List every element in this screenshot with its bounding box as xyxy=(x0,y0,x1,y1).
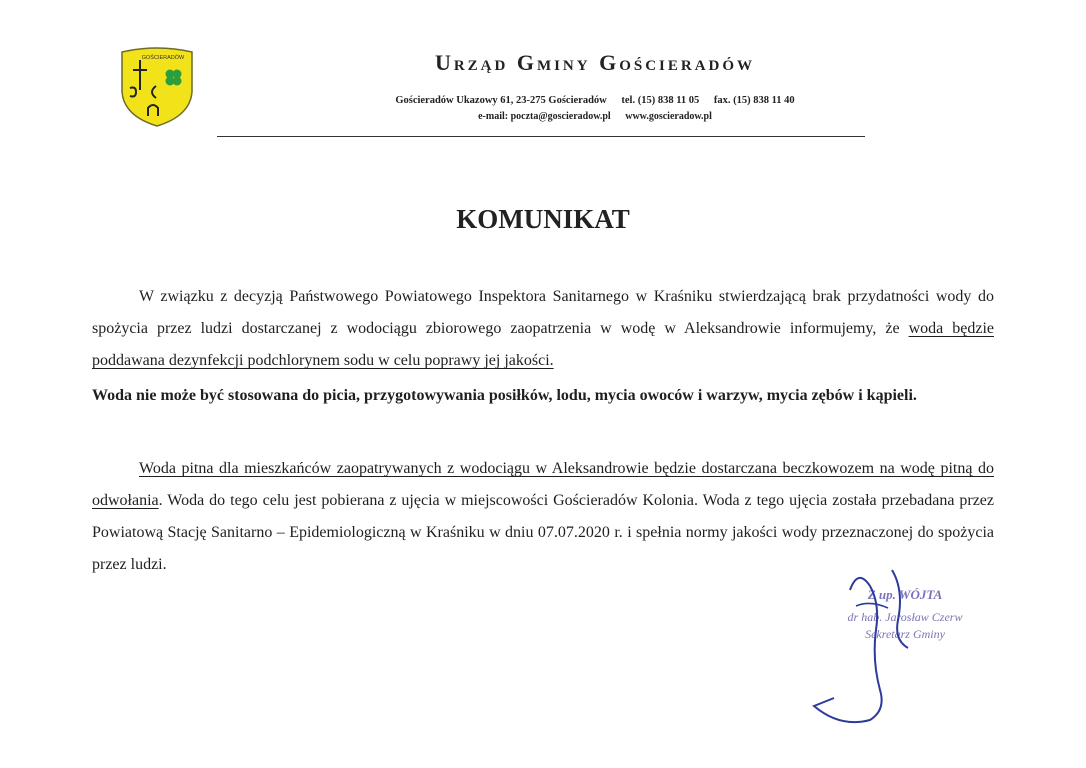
stamp-line-2: dr hab. Jarosław Czerw xyxy=(847,610,963,624)
svg-text:GOŚCIERADÓW: GOŚCIERADÓW xyxy=(141,55,185,61)
handwritten-signature-icon xyxy=(800,560,950,730)
paragraph-3-text: . Woda do tego celu jest pobierana z ujęcia w miejscowości Gościeradów Kolonia. Woda z tego ujęcia została przebadana przez Powiatową Stację Sanitarno – Epidemiologiczną w Kraśniku w dniu 07.07.2020 r. i spełnia normy jakości wody przeznaczonej do spożycia przez ludzi. xyxy=(92,492,994,573)
office-name: Urząd Gminy Gościeradów xyxy=(434,50,756,75)
document-title: KOMUNIKAT xyxy=(456,204,630,234)
office-email: e-mail: poczta@goscieradow.pl xyxy=(478,111,611,122)
paragraph-2-warning: Woda nie może być stosowana do picia, przygotowywania posiłków, lodu, mycia owoców i warzyw, mycia zębów i kąpieli. xyxy=(92,387,917,404)
office-contact-line xyxy=(240,111,950,122)
office-address-line xyxy=(240,95,950,106)
header-divider xyxy=(217,136,865,137)
office-address: Gościeradów Ukazowy 61, 23-275 Gościeradów xyxy=(395,95,607,106)
office-website: www.goscieradow.pl xyxy=(625,111,712,122)
paragraph-1-underlined: woda będzie poddawana dezynfekcji podchlorynem sodu w celu poprawy jej jakości. xyxy=(92,320,994,369)
office-phone: tel. (15) 838 11 05 xyxy=(621,95,700,106)
office-fax: fax. (15) 838 11 40 xyxy=(713,95,795,106)
paragraph-1 xyxy=(92,281,994,377)
stamp-line-1: Z up. WÓJTA xyxy=(867,587,943,602)
paragraph-1-text: W związku z decyzją Państwowego Powiatowego Inspektora Sanitarnego w Kraśniku stwierdzającą brak przydatności wody do spożycia przez ludzi dostarczanej z wodociągu zbiorowego zaopatrzenia w wodę w Aleksandrowie informujemy, że xyxy=(92,288,994,337)
paragraph-3-underlined: Woda pitna dla mieszkańców zaopatrywanych z wodociągu w Aleksandrowie będzie dostarczana beczkowozem na wodę pitną do odwołania xyxy=(92,460,994,509)
stamp-line-3: Sekretarz Gminy xyxy=(865,627,945,641)
